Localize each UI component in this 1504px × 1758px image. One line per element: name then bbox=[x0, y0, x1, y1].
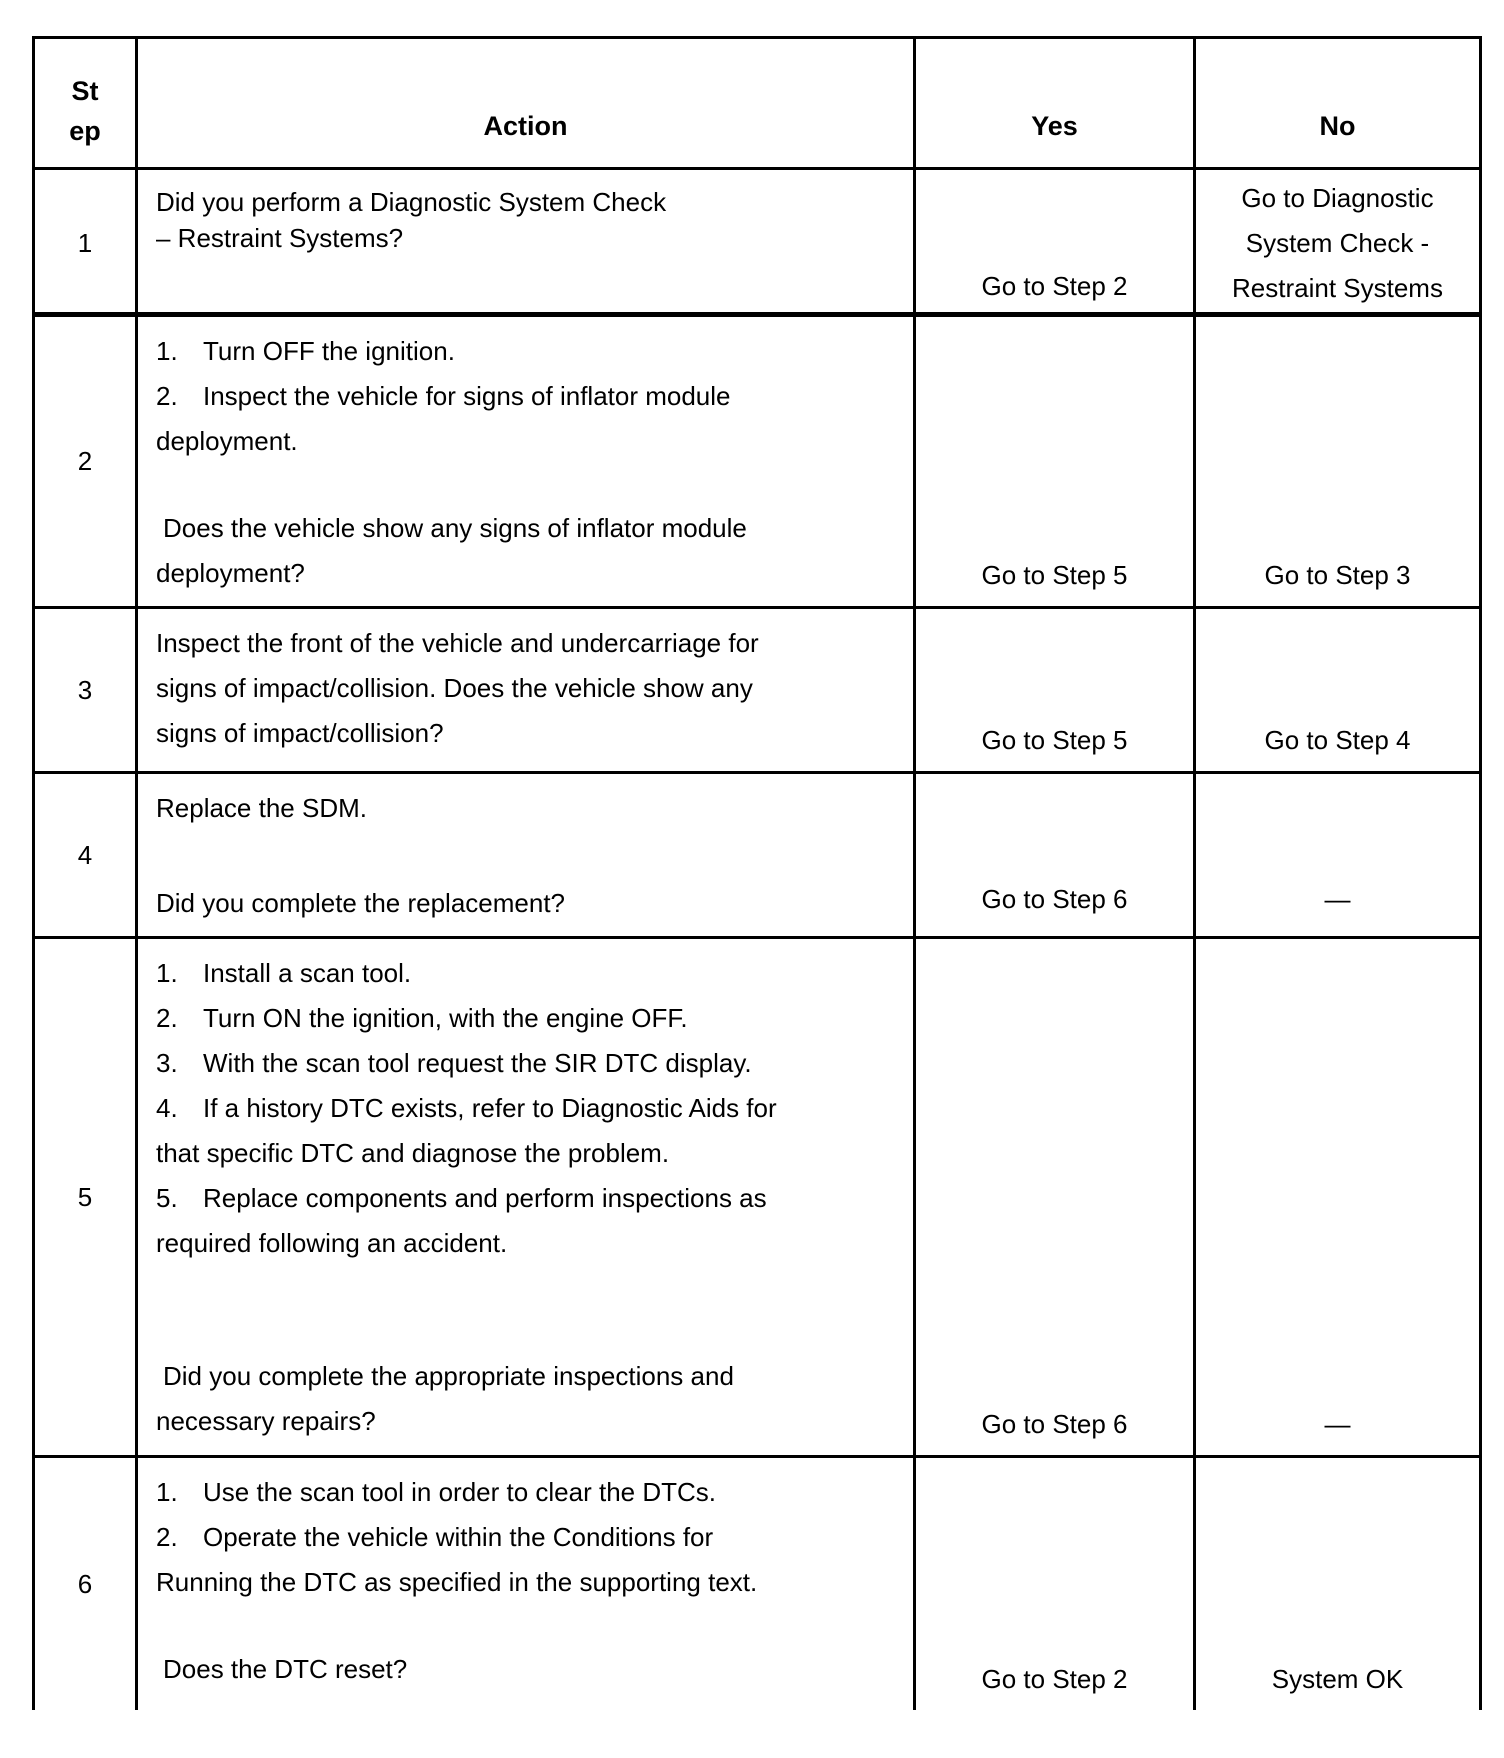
list-number: 5. bbox=[156, 1183, 178, 1213]
list-number: 1. bbox=[156, 1477, 178, 1507]
diagnostic-table bbox=[32, 36, 1482, 1710]
step-number: 5 bbox=[35, 939, 138, 1455]
header-step bbox=[35, 39, 138, 167]
step-number: 3 bbox=[35, 609, 138, 771]
list-number: 2. bbox=[156, 381, 178, 411]
header-step-line-2: ep bbox=[69, 116, 101, 146]
action-list-item bbox=[156, 329, 899, 374]
question-line: deployment? bbox=[156, 558, 305, 588]
list-text: Inspect the vehicle for signs of inflator module bbox=[203, 381, 731, 411]
action-line: Inspect the front of the vehicle and undercarriage for bbox=[156, 628, 759, 658]
question-line: necessary repairs? bbox=[156, 1406, 376, 1436]
list-text: With the scan tool request the SIR DTC display. bbox=[203, 1048, 752, 1078]
yes-cell: Go to Step 6 bbox=[916, 939, 1196, 1455]
table-row bbox=[35, 317, 1479, 609]
list-text: Install a scan tool. bbox=[203, 958, 412, 988]
question-line: Did you complete the replacement? bbox=[156, 888, 566, 918]
list-number: 2. bbox=[156, 1003, 178, 1033]
header-no: No bbox=[1319, 111, 1356, 141]
action-list-item bbox=[156, 1176, 899, 1221]
list-text: Use the scan tool in order to clear the DTCs. bbox=[203, 1477, 717, 1507]
header-yes: Yes bbox=[916, 39, 1196, 167]
action-list-item bbox=[156, 1470, 899, 1515]
yes-cell: Go to Step 5 bbox=[916, 317, 1196, 606]
table-header-row bbox=[35, 39, 1479, 170]
list-number: 1. bbox=[156, 958, 178, 988]
question-line: Does the vehicle show any signs of inflator module bbox=[163, 513, 747, 543]
step-number: 1 bbox=[35, 170, 138, 317]
step-number: 4 bbox=[35, 774, 138, 936]
header-action: Action bbox=[138, 39, 916, 167]
list-number: 3. bbox=[156, 1048, 178, 1078]
no-cell: — bbox=[1324, 884, 1351, 914]
yes-cell: Go to Step 2 bbox=[916, 170, 1196, 317]
action-list-item bbox=[156, 1041, 899, 1086]
yes-cell: Go to Step 5 bbox=[916, 609, 1196, 771]
no-cell: Go to Step 4 bbox=[1264, 725, 1411, 755]
list-text: Turn OFF the ignition. bbox=[203, 336, 455, 366]
no-line: Restraint Systems bbox=[1232, 273, 1443, 303]
yes-cell: Go to Step 6 bbox=[916, 774, 1196, 936]
action-cell bbox=[138, 1458, 916, 1710]
action-list-item bbox=[156, 1086, 899, 1131]
action-line: – Restraint Systems? bbox=[156, 223, 404, 253]
question-line: Did you complete the appropriate inspections and bbox=[163, 1361, 734, 1391]
question-line: Does the DTC reset? bbox=[163, 1654, 408, 1684]
table-row bbox=[35, 1458, 1479, 1710]
action-list-item bbox=[156, 996, 899, 1041]
list-text: If a history DTC exists, refer to Diagnostic Aids for bbox=[203, 1093, 777, 1123]
list-text-continuation: Running the DTC as specified in the supporting text. bbox=[156, 1567, 758, 1597]
yes-cell: Go to Step 2 bbox=[916, 1458, 1196, 1710]
list-text-continuation: that specific DTC and diagnose the problem. bbox=[156, 1138, 670, 1168]
action-line: Replace the SDM. bbox=[156, 793, 367, 823]
action-line: signs of impact/collision. Does the vehicle show any bbox=[156, 673, 753, 703]
action-cell bbox=[138, 609, 916, 771]
step-number: 6 bbox=[35, 1458, 138, 1710]
action-cell bbox=[138, 317, 916, 606]
list-text: Turn ON the ignition, with the engine OFF. bbox=[203, 1003, 688, 1033]
list-number: 4. bbox=[156, 1093, 178, 1123]
step-number: 2 bbox=[35, 317, 138, 606]
table-row bbox=[35, 939, 1479, 1458]
action-cell bbox=[138, 939, 916, 1455]
list-number: 2. bbox=[156, 1522, 178, 1552]
list-number: 1. bbox=[156, 336, 178, 366]
no-line: Go to Diagnostic bbox=[1241, 183, 1434, 213]
no-cell bbox=[1196, 170, 1479, 317]
list-text-continuation: deployment. bbox=[156, 426, 298, 456]
no-line: System Check - bbox=[1245, 228, 1430, 258]
table-row bbox=[35, 774, 1479, 939]
action-line: Did you perform a Diagnostic System Check bbox=[156, 187, 667, 217]
list-text: Replace components and perform inspections as bbox=[203, 1183, 767, 1213]
table-row bbox=[35, 609, 1479, 774]
no-cell: Go to Step 3 bbox=[1264, 560, 1411, 590]
action-cell bbox=[138, 170, 916, 317]
list-text: Operate the vehicle within the Conditions for bbox=[203, 1522, 714, 1552]
action-line: signs of impact/collision? bbox=[156, 718, 444, 748]
table-row bbox=[35, 170, 1479, 317]
list-text-continuation: required following an accident. bbox=[156, 1228, 508, 1258]
action-list-item bbox=[156, 951, 899, 996]
action-list-item bbox=[156, 374, 899, 419]
no-cell: — bbox=[1324, 1409, 1351, 1439]
header-step-line-1: St bbox=[71, 76, 99, 106]
no-cell: System OK bbox=[1271, 1664, 1404, 1694]
action-list-item bbox=[156, 1515, 899, 1560]
action-cell bbox=[138, 774, 916, 936]
